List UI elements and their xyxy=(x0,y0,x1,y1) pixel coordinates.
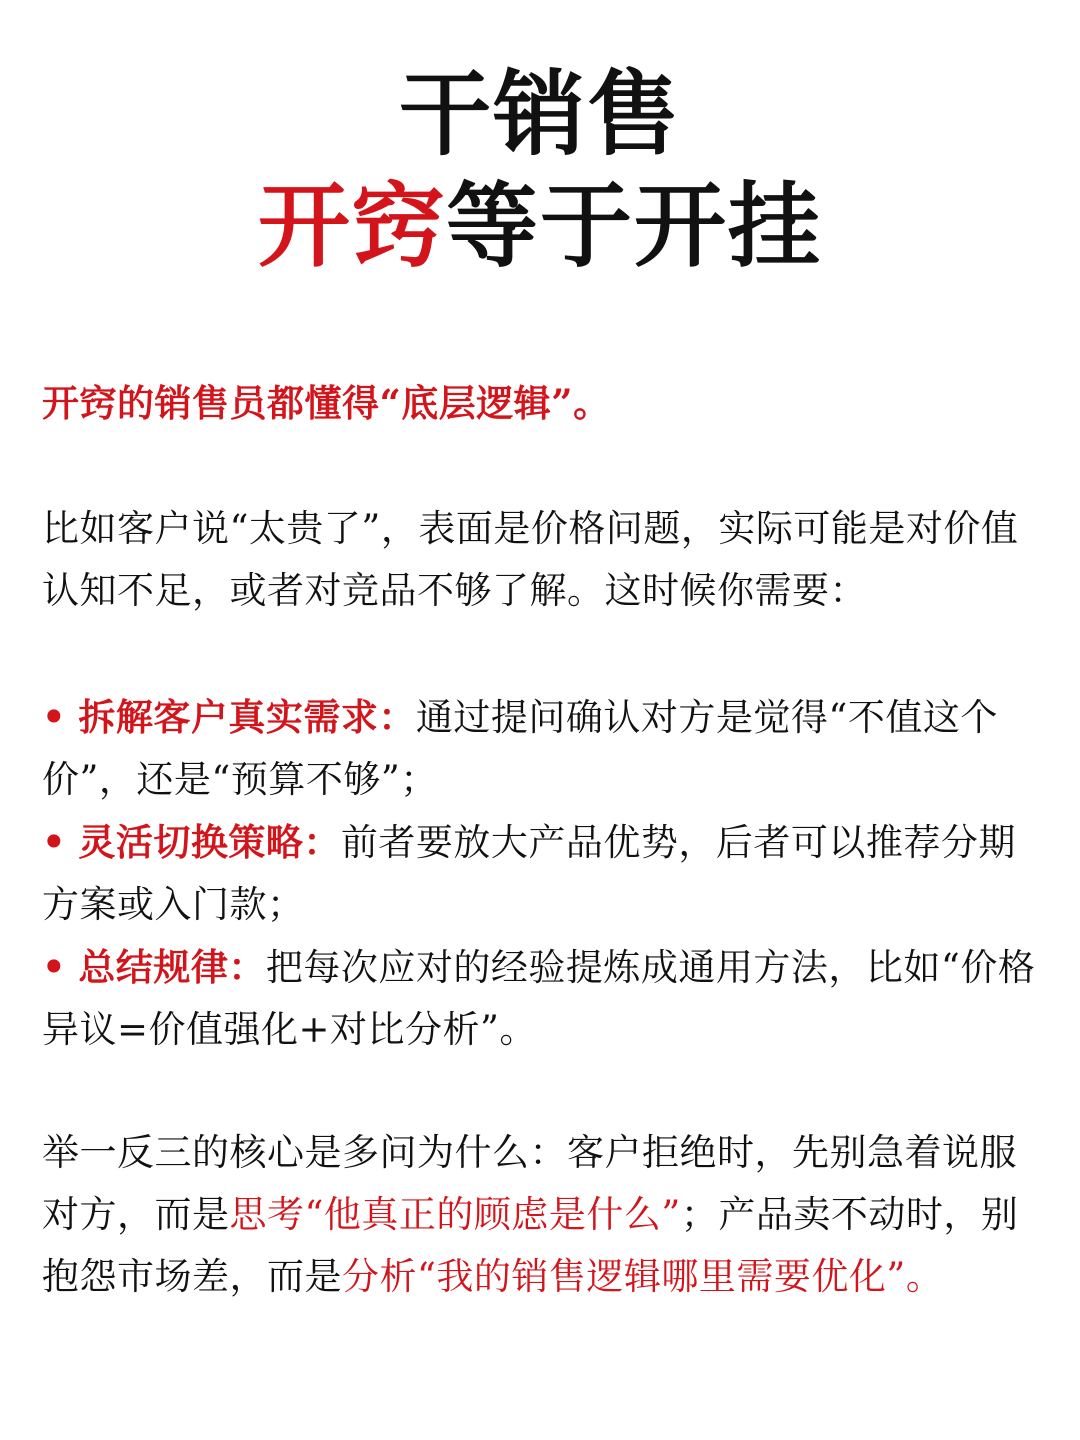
summary-text-2: ；产品卖不动时，别抱怨市场差，而是 xyxy=(42,1193,1019,1298)
bullet-heading: 总结规律： xyxy=(78,945,266,989)
intro-paragraph: 开窍的销售员都懂得“底层逻辑”。 xyxy=(42,381,611,425)
bullet-heading: 灵活切换策略： xyxy=(78,820,341,864)
bullet-icon: • xyxy=(42,820,67,864)
summary-paragraph xyxy=(42,1122,1042,1308)
summary-highlight-1: 思考“他真正的顾虑是什么” xyxy=(229,1193,681,1236)
example-paragraph: 比如客户说“太贵了”，表面是价格问题，实际可能是对价值认知不足，或者对竞品不够了解。这时候你需要： xyxy=(42,507,1019,612)
list-item xyxy=(42,936,1042,1061)
title-text-2: 等于开挂 xyxy=(446,172,823,280)
list-item xyxy=(42,686,1042,811)
summary-highlight-2: 分析“我的销售逻辑哪里需要优化”。 xyxy=(342,1255,944,1298)
title-highlight: 开窍 xyxy=(257,172,446,280)
page-title-line-2 xyxy=(0,170,1080,282)
title-text-1: 干销售 xyxy=(398,60,681,168)
page-title-line-1 xyxy=(0,58,1080,170)
summary-text-1: 举一反三的核心是多问为什么：客户拒绝时，先别急着说服对方，而是 xyxy=(42,1131,1017,1236)
bullet-body: 通过提问确认对方是觉得“不值这个价”，还是“预算不够”； xyxy=(42,696,998,801)
bullet-body: 前者要放大产品优势，后者可以推荐分期方案或入门款； xyxy=(42,821,1016,926)
list-item xyxy=(42,811,1042,936)
bullet-body: 把每次应对的经验提炼成通用方法，比如“价格异议=价值强化+对比分析”。 xyxy=(42,946,1036,1051)
bullet-icon: • xyxy=(42,695,67,739)
bullet-heading: 拆解客户真实需求： xyxy=(78,695,416,739)
bullet-list xyxy=(42,686,1042,1061)
bullet-icon: • xyxy=(42,945,67,989)
